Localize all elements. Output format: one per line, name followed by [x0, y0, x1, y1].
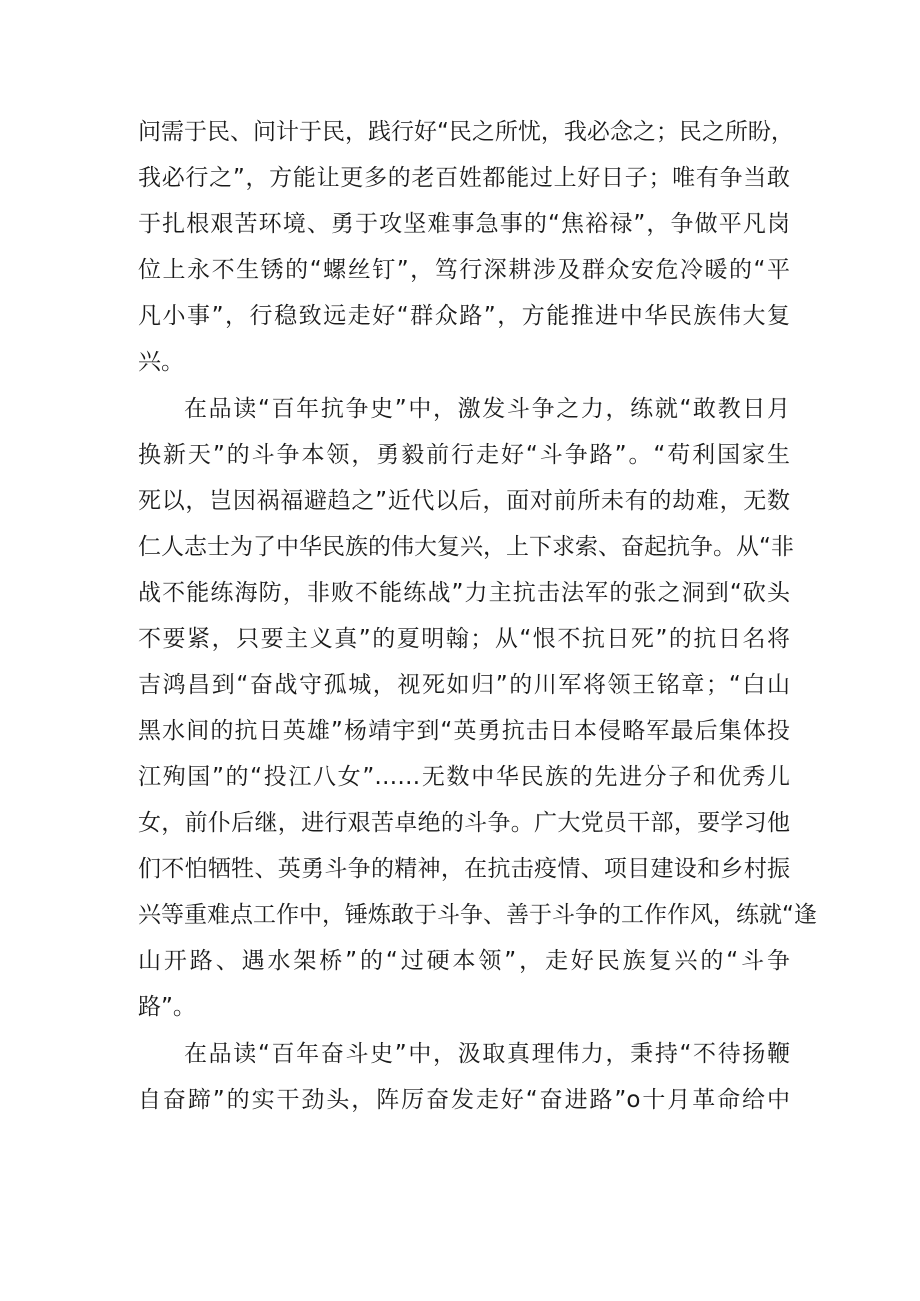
- paragraph-2-line-7: 吉鸿昌到“奋战守孤城，视死如归”的川军将领王铭章；“白山: [138, 672, 790, 698]
- paragraph-2-line-13: 山开路、遇水架桥”的“过硬本领”，走好民族复兴的“斗争: [138, 948, 790, 974]
- paragraph-1-line-4: 位上永不生锈的“螺丝钉”，笃行深耕涉及群众安危冷暖的“平: [138, 257, 790, 283]
- paragraph-1-line-1: 问需于民、问计于民，践行好“民之所忧，我必念之；民之所盼，: [138, 119, 794, 145]
- paragraph-2-line-11: 们不怕牺牲、英勇斗争的精神，在抗击疫情、项目建设和乡村振: [138, 856, 790, 882]
- paragraph-2-line-6: 不要紧，只要主义真”的夏明翰；从“恨不抗日死”的抗日名将: [138, 626, 790, 652]
- paragraph-2-line-4: 仁人志士为了中华民族的伟大复兴，上下求索、奋起抗争。从“非: [138, 534, 794, 560]
- paragraph-2-line-5: 战不能练海防，非败不能练战”力主抗击法军的张之洞到“砍头: [138, 580, 790, 606]
- paragraph-2-line-3: 死以，岂因祸福避趋之”近代以后，面对前所未有的劫难，无数: [138, 488, 790, 514]
- paragraph-1-line-2: 我必行之”，方能让更多的老百姓都能过上好日子；唯有争当敢: [138, 165, 790, 191]
- paragraph-2-line-2: 换新天”的斗争本领，勇毅前行走好“斗争路”。“苟利国家生: [138, 442, 790, 468]
- paragraph-2-line-10: 女，前仆后继，进行艰苦卓绝的斗争。广大党员干部，要学习他: [138, 810, 790, 836]
- paragraph-2-line-12: 兴等重难点工作中，锤炼敢于斗争、善于斗争的工作作风，练就“逢: [138, 902, 817, 928]
- paragraph-1-line-5: 凡小事”，行稳致远走好“群众路”，方能推进中华民族伟大复: [138, 303, 790, 329]
- paragraph-1-line-6: 兴。: [138, 349, 184, 375]
- paragraph-3-line-1: 在品读“百年奋斗史”中，汲取真理伟力，秉持“不待扬鞭: [184, 1041, 790, 1067]
- paragraph-2-line-14: 路”。: [138, 994, 196, 1020]
- paragraph-3-line-2: 自奋蹄”的实干劲头，阵厉奋发走好“奋进路”o十月革命给中: [138, 1087, 790, 1113]
- paragraph-2-line-9: 江殉国”的“投江八女”……无数中华民族的先进分子和优秀儿: [138, 764, 790, 790]
- paragraph-2-line-8: 黑水间的抗日英雄”杨靖宇到“英勇抗击日本侵略军最后集体投: [138, 718, 790, 744]
- paragraph-1-line-3: 于扎根艰苦环境、勇于攻坚难事急事的“焦裕禄”，争做平凡岗: [138, 211, 790, 237]
- paragraph-2-line-1: 在品读“百年抗争史”中，激发斗争之力，练就“敢教日月: [184, 396, 790, 422]
